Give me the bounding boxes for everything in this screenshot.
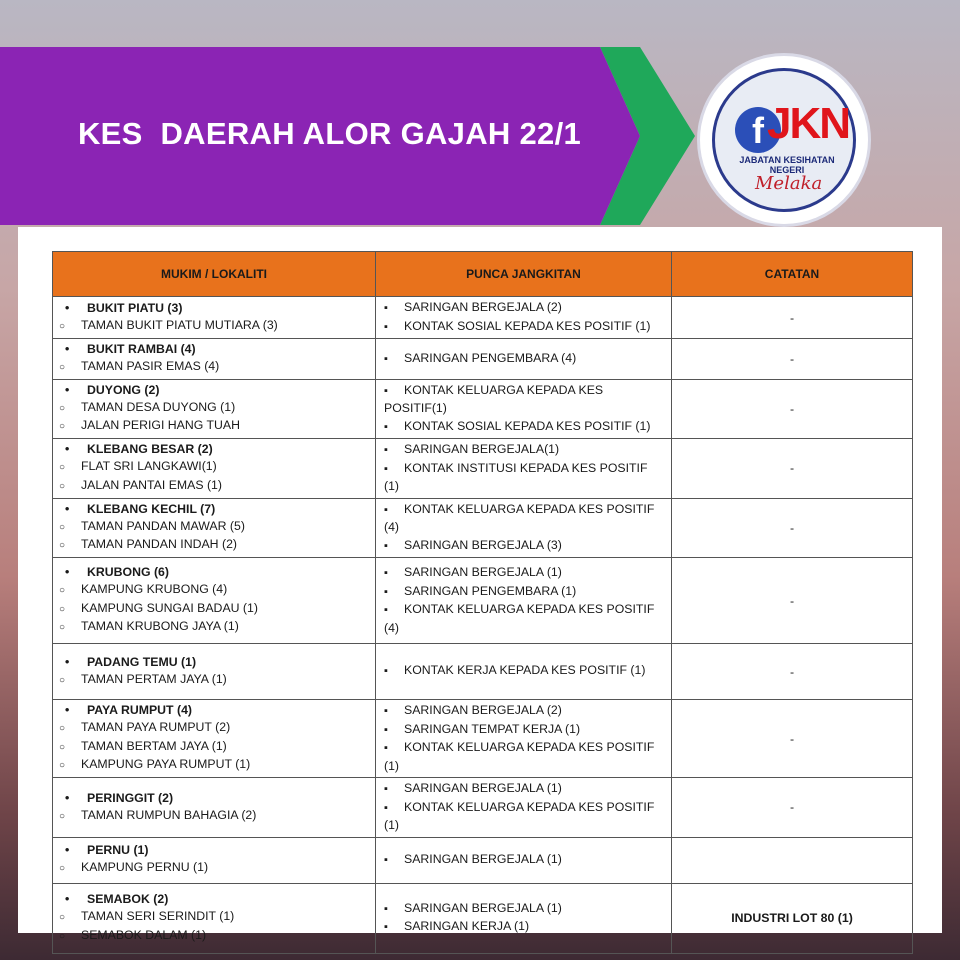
locality-cell <box>53 778 376 838</box>
source-item: ▪ SARINGAN BERGEJALA (1) <box>384 900 663 919</box>
locality-item: ○ JALAN PANTAI EMAS (1) <box>59 477 369 496</box>
note-cell: - <box>672 644 913 700</box>
source-cell <box>376 558 672 644</box>
note-cell: - <box>672 439 913 499</box>
table-row <box>53 644 913 700</box>
table-header-row <box>53 252 913 297</box>
source-item: ▪ SARINGAN BERGEJALA (2) <box>384 702 663 721</box>
table-body <box>53 297 913 954</box>
logo-jkn-text: JKN <box>767 99 850 148</box>
note-cell: - <box>672 498 913 558</box>
header-locality: MUKIM / LOKALITI <box>53 252 376 297</box>
mukim-name: • SEMABOK (2) <box>59 891 369 908</box>
locality-item: ○ TAMAN BERTAM JAYA (1) <box>59 738 369 757</box>
mukim-name: • PADANG TEMU (1) <box>59 654 369 671</box>
mukim-name: • PERNU (1) <box>59 842 369 859</box>
mukim-name: • PAYA RUMPUT (4) <box>59 702 369 719</box>
locality-cell <box>53 837 376 883</box>
source-cell <box>376 339 672 380</box>
mukim-name: • BUKIT RAMBAI (4) <box>59 341 369 358</box>
source-cell <box>376 883 672 953</box>
source-item: ▪ SARINGAN BERGEJALA (1) <box>384 564 663 583</box>
logo-script-text: Melaka <box>755 173 823 194</box>
cases-table <box>52 251 913 954</box>
source-item: ▪ KONTAK SOSIAL KEPADA KES POSITIF (1) <box>384 318 663 337</box>
facebook-icon: f <box>735 107 781 153</box>
mukim-name: • DUYONG (2) <box>59 382 369 399</box>
source-cell <box>376 439 672 499</box>
locality-cell <box>53 558 376 644</box>
mukim-name: • KLEBANG BESAR (2) <box>59 441 369 458</box>
source-item: ▪ KONTAK KERJA KEPADA KES POSITIF (1) <box>384 662 663 681</box>
source-cell <box>376 297 672 339</box>
source-item: ▪ KONTAK KELUARGA KEPADA KES POSITIF (1) <box>384 739 663 775</box>
locality-item: ○ TAMAN PERTAM JAYA (1) <box>59 671 369 690</box>
source-item: ▪ SARINGAN BERGEJALA(1) <box>384 441 663 460</box>
locality-item: ○ TAMAN SERI SERINDIT (1) <box>59 908 369 927</box>
locality-item: ○ TAMAN BUKIT PIATU MUTIARA (3) <box>59 317 369 336</box>
source-item: ▪ SARINGAN PENGEMBARA (1) <box>384 583 663 602</box>
source-item: ▪ KONTAK KELUARGA KEPADA KES POSITIF(1) <box>384 382 663 418</box>
locality-cell <box>53 439 376 499</box>
table-row <box>53 778 913 838</box>
locality-item: ○ KAMPUNG KRUBONG (4) <box>59 581 369 600</box>
source-item: ▪ KONTAK KELUARGA KEPADA KES POSITIF (1) <box>384 799 663 835</box>
source-item: ▪ SARINGAN BERGEJALA (1) <box>384 851 663 870</box>
logo-badge <box>712 68 856 212</box>
source-item: ▪ KONTAK KELUARGA KEPADA KES POSITIF (4) <box>384 601 663 637</box>
locality-cell <box>53 297 376 339</box>
locality-item: ○ JALAN PERIGI HANG TUAH <box>59 417 369 436</box>
table-row <box>53 339 913 380</box>
jkn-logo <box>700 56 868 224</box>
table-row <box>53 700 913 778</box>
note-cell <box>672 837 913 883</box>
table-row <box>53 883 913 953</box>
source-cell <box>376 837 672 883</box>
source-item: ▪ SARINGAN BERGEJALA (3) <box>384 537 663 556</box>
table-row <box>53 498 913 558</box>
table-row <box>53 558 913 644</box>
header-source: PUNCA JANGKITAN <box>376 252 672 297</box>
locality-cell <box>53 644 376 700</box>
note-cell: - <box>672 379 913 439</box>
note-cell: - <box>672 297 913 339</box>
locality-item: ○ KAMPUNG SUNGAI BADAU (1) <box>59 600 369 619</box>
locality-item: ○ TAMAN PANDAN INDAH (2) <box>59 536 369 555</box>
source-item: ▪ KONTAK SOSIAL KEPADA KES POSITIF (1) <box>384 418 663 437</box>
locality-item: ○ TAMAN PAYA RUMPUT (2) <box>59 719 369 738</box>
source-cell <box>376 379 672 439</box>
locality-item: ○ KAMPUNG PERNU (1) <box>59 859 369 878</box>
locality-item: ○ KAMPUNG PAYA RUMPUT (1) <box>59 756 369 775</box>
mukim-name: • KLEBANG KECHIL (7) <box>59 501 369 518</box>
locality-cell <box>53 339 376 380</box>
source-cell <box>376 700 672 778</box>
source-cell <box>376 498 672 558</box>
source-item: ▪ SARINGAN BERGEJALA (2) <box>384 299 663 318</box>
locality-cell <box>53 379 376 439</box>
note-cell: - <box>672 339 913 380</box>
locality-item: ○ TAMAN PANDAN MAWAR (5) <box>59 518 369 537</box>
source-cell <box>376 644 672 700</box>
mukim-name: • KRUBONG (6) <box>59 564 369 581</box>
source-item: ▪ SARINGAN PENGEMBARA (4) <box>384 350 663 369</box>
locality-item: ○ TAMAN KRUBONG JAYA (1) <box>59 618 369 637</box>
source-item: ▪ SARINGAN BERGEJALA (1) <box>384 780 663 799</box>
locality-item: ○ TAMAN DESA DUYONG (1) <box>59 399 369 418</box>
mukim-name: • PERINGGIT (2) <box>59 790 369 807</box>
locality-cell <box>53 700 376 778</box>
note-cell: - <box>672 778 913 838</box>
table-row <box>53 297 913 339</box>
locality-item: ○ TAMAN RUMPUN BAHAGIA (2) <box>59 807 369 826</box>
source-item: ▪ KONTAK INSTITUSI KEPADA KES POSITIF (1) <box>384 460 663 496</box>
locality-item: ○ TAMAN PASIR EMAS (4) <box>59 358 369 377</box>
source-cell <box>376 778 672 838</box>
table-row <box>53 837 913 883</box>
page-title: KES DAERAH ALOR GAJAH 22/1 <box>78 116 582 151</box>
note-cell: - <box>672 700 913 778</box>
locality-cell <box>53 498 376 558</box>
note-cell: - <box>672 558 913 644</box>
header-note: CATATAN <box>672 252 913 297</box>
source-item: ▪ SARINGAN TEMPAT KERJA (1) <box>384 721 663 740</box>
source-item: ▪ KONTAK KELUARGA KEPADA KES POSITIF (4) <box>384 501 663 537</box>
locality-item: ○ FLAT SRI LANGKAWI(1) <box>59 458 369 477</box>
note-cell: INDUSTRI LOT 80 (1) <box>672 883 913 953</box>
mukim-name: • BUKIT PIATU (3) <box>59 300 369 317</box>
locality-cell <box>53 883 376 953</box>
table-row <box>53 379 913 439</box>
logo-subtitle: JABATAN KESIHATAN NEGERI <box>739 155 835 175</box>
source-item: ▪ SARINGAN KERJA (1) <box>384 918 663 937</box>
locality-item: ○ SEMABOK DALAM (1) <box>59 927 369 946</box>
table-row <box>53 439 913 499</box>
